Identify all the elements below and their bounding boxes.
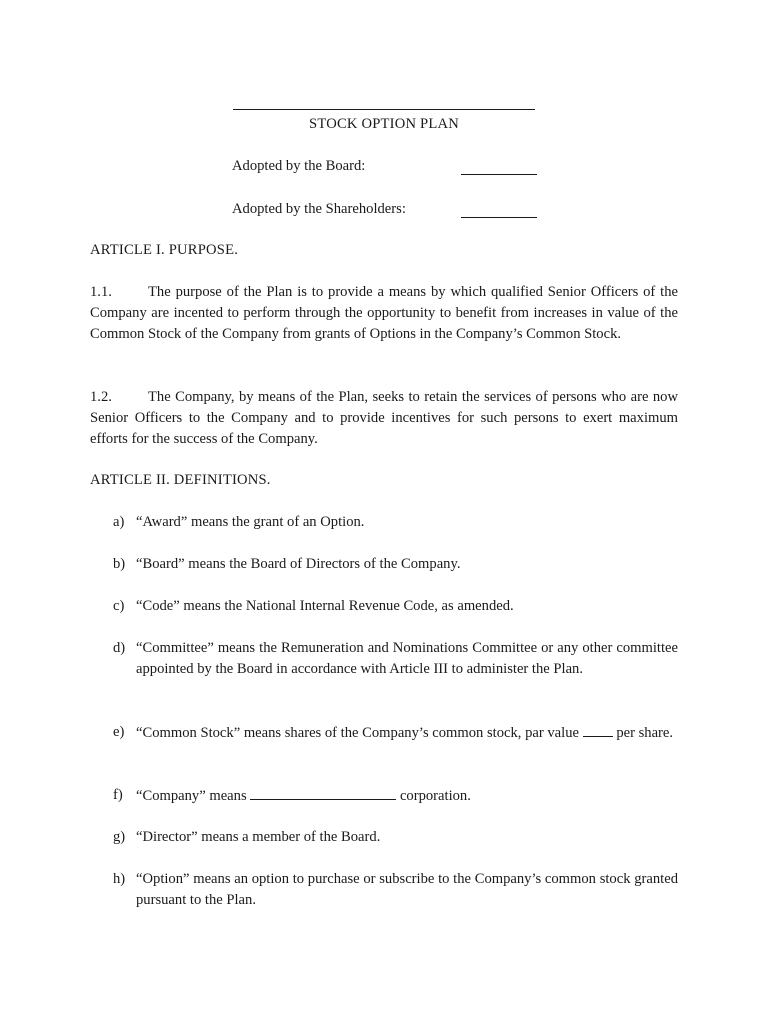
- definition-text: “Director” means a member of the Board.: [136, 829, 381, 845]
- company-name-blank: [250, 785, 396, 800]
- article-1-heading: ARTICLE I. PURPOSE.: [90, 242, 239, 258]
- definition-text: [136, 722, 678, 744]
- definition-text-after: per share.: [616, 725, 674, 741]
- definition-item: [113, 554, 678, 575]
- paragraph-text: The Company, by means of the Plan, seeks to retain the services of persons who are now Senior Officers to the Company and to provide incentives for such persons to exert maximum efforts for the success of the Company.: [90, 389, 678, 447]
- definition-letter: e): [113, 724, 125, 740]
- par-value-blank: [583, 722, 613, 737]
- definition-letter: d): [113, 640, 126, 656]
- definition-item: [113, 512, 678, 533]
- definition-item: [113, 869, 678, 911]
- document-title: STOCK OPTION PLAN: [309, 116, 459, 132]
- definition-text: “Award” means the grant of an Option.: [136, 514, 365, 530]
- definition-letter: c): [113, 598, 125, 614]
- adopted-shareholders-blank: [461, 217, 537, 218]
- paragraph-number: 1.1.: [90, 284, 112, 300]
- definition-text-after: corporation.: [399, 788, 471, 804]
- definition-letter: h): [113, 871, 126, 887]
- paragraph-1-2: [90, 387, 678, 450]
- definition-text: “Committee” means the Remuneration and Nominations Committee or any other committee appointed by the Board in accordance with Article III to administer the Plan.: [136, 640, 678, 677]
- definition-letter: a): [113, 514, 125, 530]
- definition-text: “Board” means the Board of Directors of the Company.: [136, 556, 461, 572]
- definition-letter: f): [113, 787, 123, 803]
- definition-item: [113, 596, 678, 617]
- definition-text: “Option” means an option to purchase or subscribe to the Company’s common stock granted pursuant to the Plan.: [136, 871, 678, 908]
- definition-letter: g): [113, 829, 126, 845]
- definition-item: [113, 827, 678, 848]
- paragraph-1-1: [90, 282, 678, 345]
- title-rule: [233, 109, 535, 110]
- definition-text-before: “Company” means: [136, 788, 247, 804]
- definition-text-before: “Common Stock” means shares of the Company’s common stock, par value: [136, 725, 579, 741]
- definition-item: [113, 785, 678, 807]
- definition-text: “Code” means the National Internal Revenue Code, as amended.: [136, 598, 514, 614]
- paragraph-number: 1.2.: [90, 389, 112, 405]
- definition-letter: b): [113, 556, 126, 572]
- definition-text: [136, 785, 678, 807]
- definition-item: [113, 722, 678, 744]
- adopted-board-blank: [461, 174, 537, 175]
- article-2-heading: ARTICLE II. DEFINITIONS.: [90, 472, 271, 488]
- adopted-shareholders-label: Adopted by the Shareholders:: [232, 201, 406, 217]
- definition-item: [113, 638, 678, 680]
- paragraph-text: The purpose of the Plan is to provide a means by which qualified Senior Officers of the Company are incented to perform through the opportunity to benefit from increases in value of the Common Stock of the Company from grants of Options in the Company’s Common Stock.: [90, 284, 678, 342]
- adopted-board-label: Adopted by the Board:: [232, 158, 366, 174]
